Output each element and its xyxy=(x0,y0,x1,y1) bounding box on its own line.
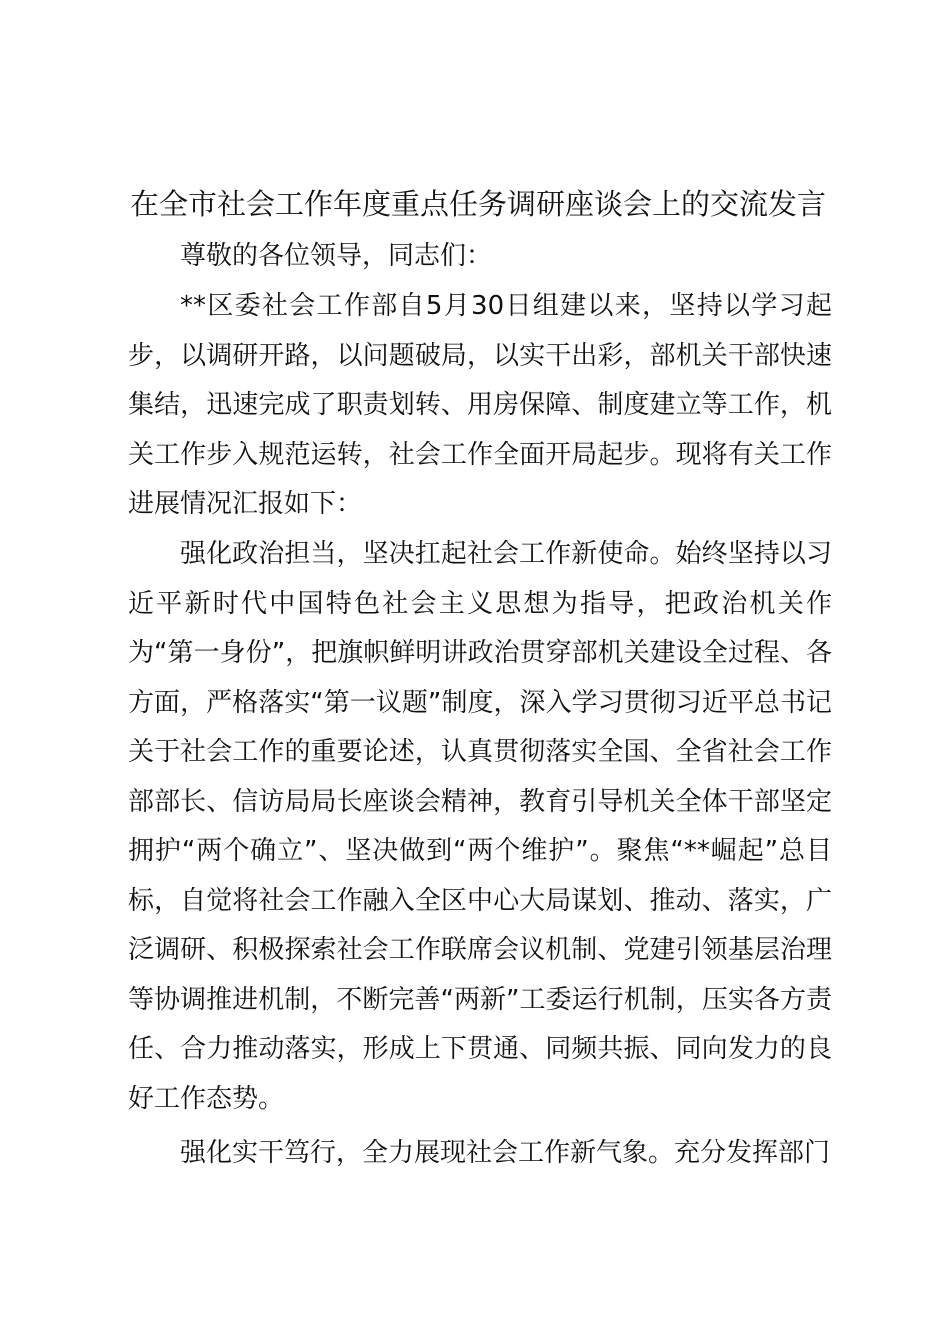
paragraph-3: 强化实干笃行，全力展现社会工作新气象。充分发挥部门 xyxy=(180,1138,831,1168)
paragraph-2: 强化政治担当，坚决扛起社会工作新使命。始终坚持以习近平新时代中国特色社会主义思想为指导，把政治机关作为“第一身份”，把旗帜鲜明讲政治贯穿部机关建设全过程、各方面，严格落实“第一议题”制度，深入学习贯彻习近平总书记关于社会工作的重要论述，认真贯彻落实全国、全省社会工作部部长、信访局局长座谈会精神，教育引导机关全体干部坚定拥护“两个确立”、坚决做到“两个维护”。聚焦“**崛起”总目标，自觉将社会工作融入全区中心大局谋划、推动、落实，广泛调研、积极探索社会工作联席会议机制、党建引领基层治理等协调推进机制，不断完善“两新”工委运行机制，压实各方责任、合力推动落实，形成上下贯通、同频共振、同向发力的良好工作态势。 xyxy=(128,539,832,1114)
document-title: 在全市社会工作年度重点任务调研座谈会上的交流发言 xyxy=(130,187,827,221)
paragraph-1: **区委社会工作部自5月30日组建以来，坚持以学习起步，以调研开路，以问题破局，以实干出彩，部机关干部快速集结，迅速完成了职责划转、用房保障、制度建立等工作，机关工作步入规范运转，社会工作全面开局起步。现将有关工作进展情况汇报如下： xyxy=(128,291,832,519)
greeting: 尊敬的各位领导，同志们： xyxy=(180,241,493,271)
